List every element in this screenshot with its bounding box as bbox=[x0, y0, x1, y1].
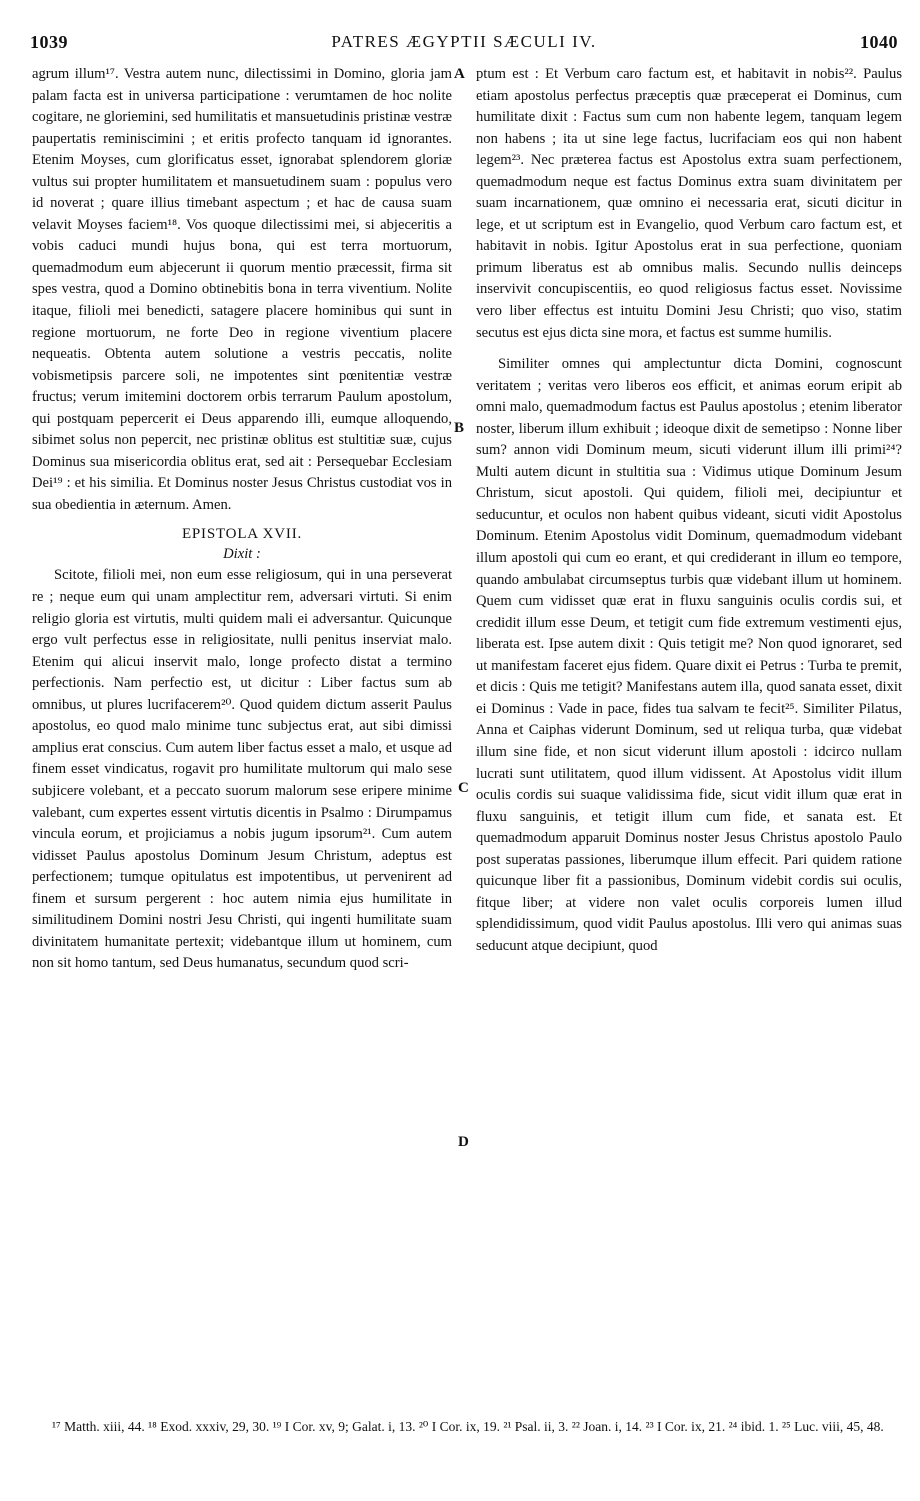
running-title: PATRES ÆGYPTII SÆCULI IV. bbox=[331, 32, 597, 51]
right-column bbox=[476, 64, 902, 957]
left-paragraph-2: Scitote, filioli mei, non eum esse religiosum, qui in una perseverat re ; neque eum qui unam amplectitur rem, adversari virtuti. Si enim religio gloria est virtutis, multi quidem mali ei adversantur. Quicunque ergo vult perfectus esse in religiositate, nulli penitus inserviat malo. Etenim qui alicui inservit malo, longe profecto distat a termino perfectionis. Nam perfectio est, ut dicitur : Liber factus sum ab omnibus, ut plures lucrifacerem²⁰. Quod quidem dictum asserit Paulus apostolus, eo quod malo minime tunc subjectus erat, aut sibi dimissi amplius erat conscius. Cum autem liber factus esset a malo, et usque ad finem esset vindicatus, rogavit pro humilitate multorum qui malo sese subjicere volebant, et a peccato suorum malorum sese eripere minime valebant, cum expertes essent virtutis dicentis in Psalmo : Dirumpamus vincula eorum, et projiciamus a nobis jugum ipsorum²¹. Cum autem vidisset Paulus apostolus Dominum Jesum Christum, adeptus est perfectionem; tumque opitulatus est impotentibus, ut pervenirent ad finem et sursum pergerent : hoc autem nimia ejus humilitate in similitudinem Domini nostri Jesu Christi, qui ingenti humilitate suam divinitatem humanitate pertexit; videbantque illum ut hominem, cum non sit homo tantum, sed Deus humanatus, secundum quod scri- bbox=[32, 567, 452, 972]
page-number-left: 1039 bbox=[30, 32, 68, 52]
paragraph-gap bbox=[476, 344, 902, 354]
margin-letter-c: C bbox=[458, 780, 469, 796]
margin-letter-b: B bbox=[454, 420, 465, 436]
margin-letter-a: A bbox=[454, 66, 465, 82]
footnotes bbox=[30, 1416, 900, 1437]
left-paragraph-1: agrum illum¹⁷. Vestra autem nunc, dilectissimi in Domino, gloria jam palam facta est in universa participatione : verumtamen de hoc nolite cogitare, ne gloriemini, sed humilitatis et mansuetudinis pristinæ vestræ paupertatis reminiscimini ; et eritis profecto tanquam id ignorantes. Etenim Moyses, cum glorificatus esset, ignorabat splendorem gloriæ vultus sui propter humilitatem et mansuetudinem suam : populus vero id noverat ; quare illius timebant aspectum ; et hac de causa suam velavit Moyses faciem¹⁸. Vos quoque dilectissimi mei, si abjeceritis a vobis caduci mundi hujus bona, qui est terra mortuorum, quemadmodum eum abjecerunt ii quorum mentio præcessit, firma sit spes vestra, quod a Domino obtinebitis bona in terra viventium. Nolite itaque, filioli mei benedicti, satagere placere hominibus qui sunt in regione mortuorum, ne forte Deo in regione viventium placere nequeatis. Obtenta autem solutione a vestris peccatis, nolite vobismetipsis parcere soli, ne impotentes sint pœnitentiæ vestræ fructus; verum imitemini doctorem orbis terrarum Paulum apostolum, qui postquam pepercerit ei Deus apparendo illi, eumque alloquendo, sibimet solus non pepercit, nec pristinæ oblitus est stultitiæ suæ, cujus Dominus sua misericordia oblitus erat, sed ait : Persequebar Ecclesiam Dei¹⁹ : et his similia. Et Dominus noster Jesus Christus custodiat vos in sua obedientia in æternum. Amen. bbox=[32, 66, 452, 513]
margin-letter-d: D bbox=[458, 1134, 469, 1150]
left-column bbox=[32, 64, 452, 975]
epistle-subheading: Dixit : bbox=[223, 546, 261, 563]
footnotes-text: ¹⁷ Matth. xiii, 44. ¹⁸ Exod. xxxiv, 29, 30. ¹⁹ I Cor. xv, 9; Galat. i, 13. ²⁰ I Cor. ix, 19. ²¹ Psal. ii, 3. ²² Joan. i, 14. ²³ I Cor. ix, 21. ²⁴ ibid. 1. ²⁵ Luc. viii, 45, 48. bbox=[52, 1419, 884, 1434]
running-header bbox=[30, 32, 898, 58]
right-paragraph-2: Similiter omnes qui amplectuntur dicta Domini, cognoscunt veritatem ; veritas vero liberos eos efficit, et animas eorum eripit ab omni malo, quemadmodum factus est Paulus apostolus ; etenim liberator noster, liberum illum exhibuit ; ideoque dixit de semetipso : Nonne liber sum? annon vidi Dominum meum, sicuti viderunt illum illi primi²⁴? Multi autem dicunt in stultitia sua : Vidimus utique Dominum Jesum Christum, sicut apostoli. Qui quidem, filioli mei, decipiuntur et seducuntur, et oculos non habent quibus videant, sicuti vidit Apostolus Dominum. Etenim Apostolus vidit Dominum, quemadmodum videbant illum apostoli qui cum eo erant, et qui crediderant in illum eo tempore, quando ambulabat circumseptus turbis quæ videbant illum ut hominem. Quem cum vidisset quæ erat in fluxu sanguinis oculis cordis sui, et credidit illum esse Deum, et tetigit cum fide extremum vestimenti ejus, liberata est. Ipse autem dixit : Quis tetigit me? Non quod ignoraret, sed ut manifestam faceret ejus fidem. Quare dixit ei Petrus : Turba te premit, et dicis : Quis me tetigit? Manifestans autem illa, quod sanata esset, dixit ei Dominus : Vade in pace, fides tua salvam te fecit²⁵. Similiter Pilatus, Anna et Caiphas viderunt Dominum, sed ut reliqua turba, quæ videbat illum sine fide, et non sicut viderunt illum apostoli : idcirco nullam lucrati sunt utilitatem, quod illum vidissent. At Apostolus vidit illum oculis cordis sui suaque validissima fide, sicut vidit illum quæ erat in fluxu sanguinis, et tetigit illum cum fide, et sanata est. Et quemadmodum apparuit Dominus noster Jesus Christus apostolo Paulo post superatas passiones, liberumque illum effecit. Pari quidem ratione quicunque liber fit a passionibus, Dominum videbit cordis sui oculis, fitque liber; at videre non valet oculis corporeis lumen illud splendidissimum, quod vidit Paulus apostolus. Illi vero qui animas suas seducunt atque decipiunt, quod bbox=[476, 356, 902, 954]
right-paragraph-1: ptum est : Et Verbum caro factum est, et habitavit in nobis²². Paulus etiam apostolus perfectus præceptis quæ præceperat ei Dominus, cum humilitate dixit : Factus sum cum non habente legem, tanquam legem non habens ; ita ut sine lege factus, lucrifaciam eos qui non habent legem²³. Nec præterea factus est Apostolus extra suam perfectionem, quemadmodum neque est factus Dominus extra suam divinitatem per suam incarnationem, quæ omnino ei necessaria erat, sicuti dicitur in lege, et ut scriptum est in Evangelio, quod Verbum caro factum est, et habitavit in nobis. Igitur Apostolus erat in sua perfectione, quoniam primum liberatus est ab omnibus malis. Secundo nullis deinceps inservivit concupiscentiis, eo quod religiosus factus esset. Novissime vero liber effectus est intuitu Domini Jesu Christi; quo viso, statim secutus est ejus dicta sine mora, et factus est summe humilis. bbox=[476, 66, 902, 341]
epistle-heading: EPISTOLA XVII. bbox=[181, 526, 303, 543]
page-number-right: 1040 bbox=[860, 32, 898, 52]
